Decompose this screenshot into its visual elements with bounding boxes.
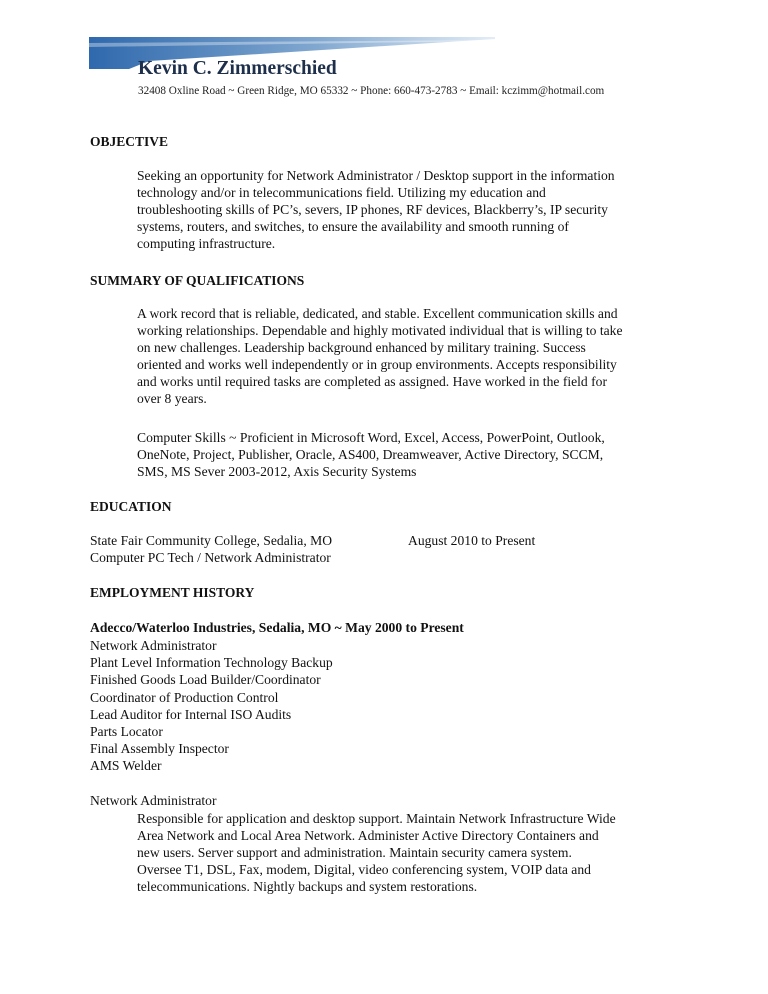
- summary-line: oriented and works well independently or in group environments. Accepts responsibility: [137, 357, 617, 373]
- detail-line: Responsible for application and desktop support. Maintain Network Infrastructure Wide: [137, 811, 616, 826]
- detail-line: Area Network and Local Area Network. Administer Active Directory Containers and: [137, 828, 599, 844]
- computer-skills: [137, 429, 697, 480]
- education-dates: August 2010 to Present: [408, 533, 536, 548]
- skills-line: SMS, MS Sever 2003-2012, Axis Security Systems: [137, 464, 417, 480]
- detail-line: new users. Server support and administration. Maintain security camera system.: [137, 845, 572, 861]
- summary-line: A work record that is reliable, dedicated, and stable. Excellent communication skills and: [137, 306, 618, 321]
- summary-heading: SUMMARY OF QUALIFICATIONS: [90, 273, 305, 288]
- objective-text: [137, 167, 697, 252]
- employer-line: Adecco/Waterloo Industries, Sedalia, MO ~ May 2000 to Present: [90, 620, 464, 635]
- summary-line: working relationships. Dependable and highly motivated individual that is willing to take: [137, 323, 623, 339]
- objective-line: troubleshooting skills of PC’s, severs, IP phones, RF devices, Blackberry’s, IP security: [137, 202, 608, 218]
- skills-line: Computer Skills ~ Proficient in Microsoft Word, Excel, Access, PowerPoint, Outlook,: [137, 430, 605, 445]
- summary-text: [137, 305, 697, 408]
- summary-line: on new challenges. Leadership background enhanced by military training. Success: [137, 340, 586, 356]
- objective-line: technology and/or in telecommunications field. Utilizing my education and: [137, 185, 546, 201]
- objective-heading: OBJECTIVE: [90, 134, 169, 149]
- objective-line: Seeking an opportunity for Network Administrator / Desktop support in the information: [137, 168, 615, 183]
- job-title: Coordinator of Production Control: [90, 689, 279, 705]
- education-heading: EDUCATION: [90, 499, 172, 514]
- summary-line: and works until required tasks are completed as assigned. Have worked in the field for: [137, 374, 607, 390]
- job-title: Parts Locator: [90, 724, 163, 740]
- education-program: Computer PC Tech / Network Administrator: [90, 550, 331, 565]
- detail-title: Network Administrator: [90, 793, 217, 808]
- applicant-name: Kevin C. Zimmerschied: [138, 58, 337, 79]
- objective-line: computing infrastructure.: [137, 236, 276, 252]
- skills-line: OneNote, Project, Publisher, Oracle, AS400, Dreamweaver, Active Directory, SCCM,: [137, 447, 604, 463]
- job-title: Plant Level Information Technology Backup: [90, 655, 333, 671]
- job-title: Final Assembly Inspector: [90, 741, 229, 757]
- job-title: AMS Welder: [90, 758, 162, 774]
- job-title: Network Administrator: [90, 638, 217, 653]
- employment-heading: EMPLOYMENT HISTORY: [90, 585, 255, 600]
- detail-line: Oversee T1, DSL, Fax, modem, Digital, video conferencing system, VOIP data and: [137, 862, 591, 878]
- summary-line: over 8 years.: [137, 391, 207, 407]
- objective-line: systems, routers, and switches, to ensure the availability and smooth running of: [137, 219, 569, 235]
- job-title-list: [90, 637, 333, 775]
- job-title: Lead Auditor for Internal ISO Audits: [90, 706, 292, 722]
- detail-line: telecommunications. Nightly backups and system restorations.: [137, 879, 478, 895]
- education-school: State Fair Community College, Sedalia, MO: [90, 533, 333, 548]
- detail-text: [137, 810, 697, 895]
- contact-line: 32408 Oxline Road ~ Green Ridge, MO 65332 ~ Phone: 660-473-2783 ~ Email: kczimm@hotmail.com: [138, 85, 605, 97]
- job-title: Finished Goods Load Builder/Coordinator: [90, 672, 321, 688]
